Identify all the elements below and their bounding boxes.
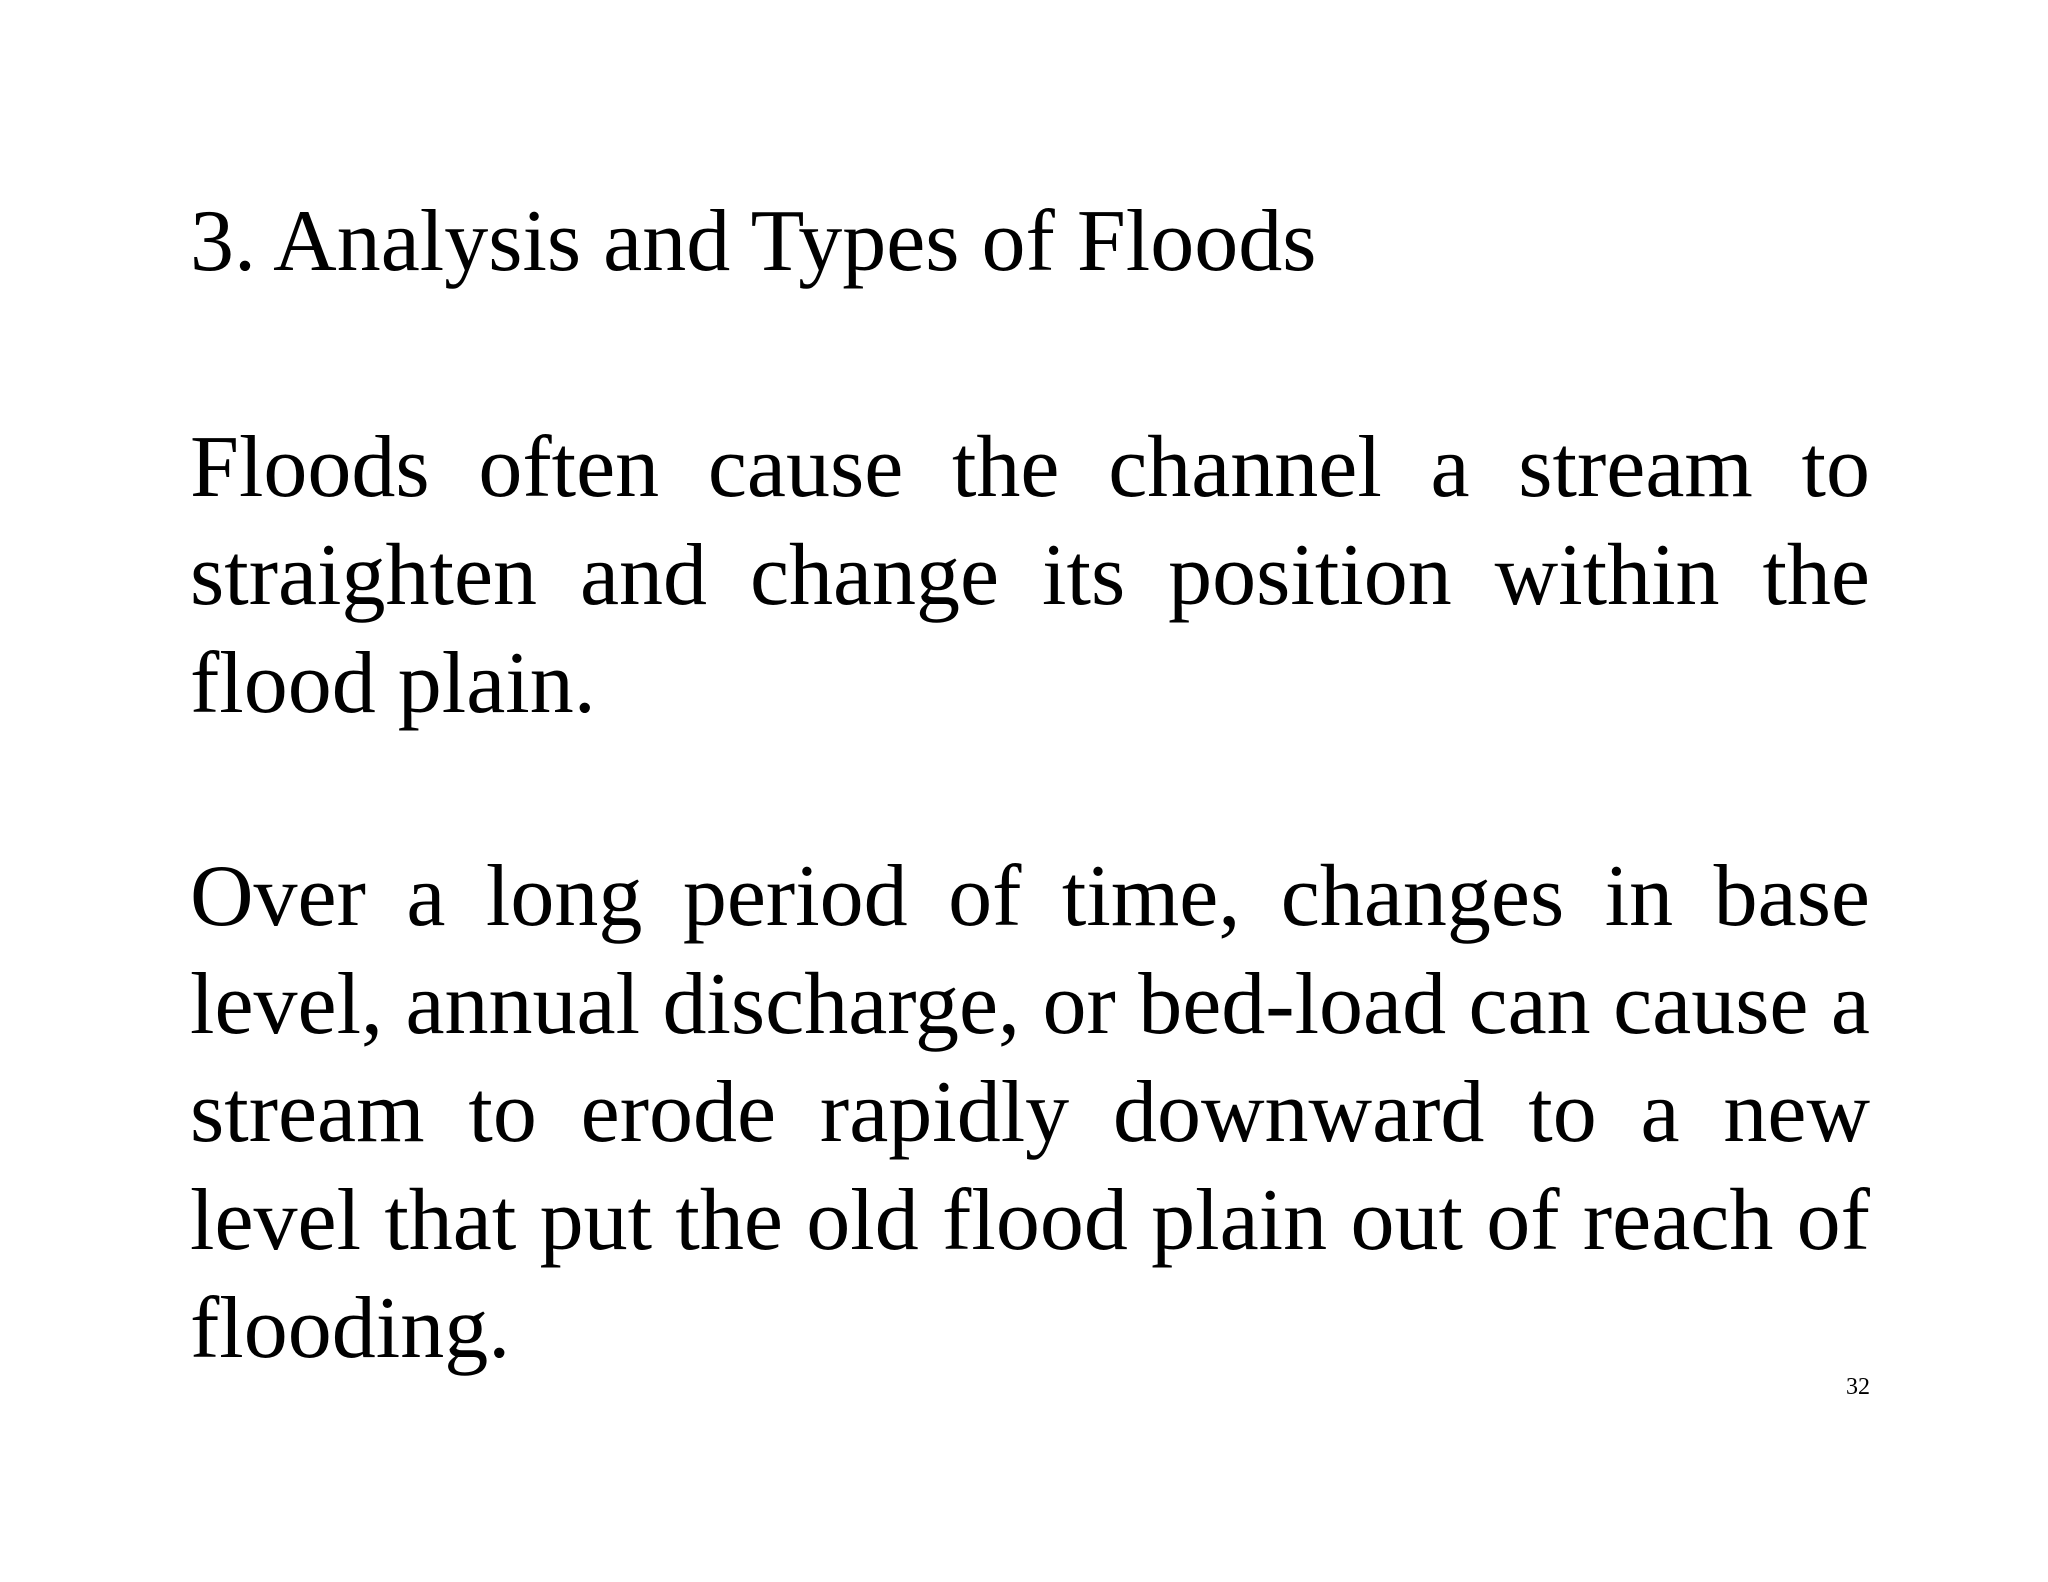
page-number: 32: [1846, 1374, 1870, 1400]
slide-title: 3. Analysis and Types of Floods: [190, 193, 1317, 290]
paragraph-channel-straightening: Floods often cause the channel a stream to straighten and change its position within the flood plain.: [190, 419, 1870, 732]
paragraph-base-level-changes: Over a long period of time, changes in base level, annual discharge, or bed-load can cause a stream to erode rapidly downward to a new level that put the old flood plain out of reach of flooding.: [190, 848, 1870, 1377]
